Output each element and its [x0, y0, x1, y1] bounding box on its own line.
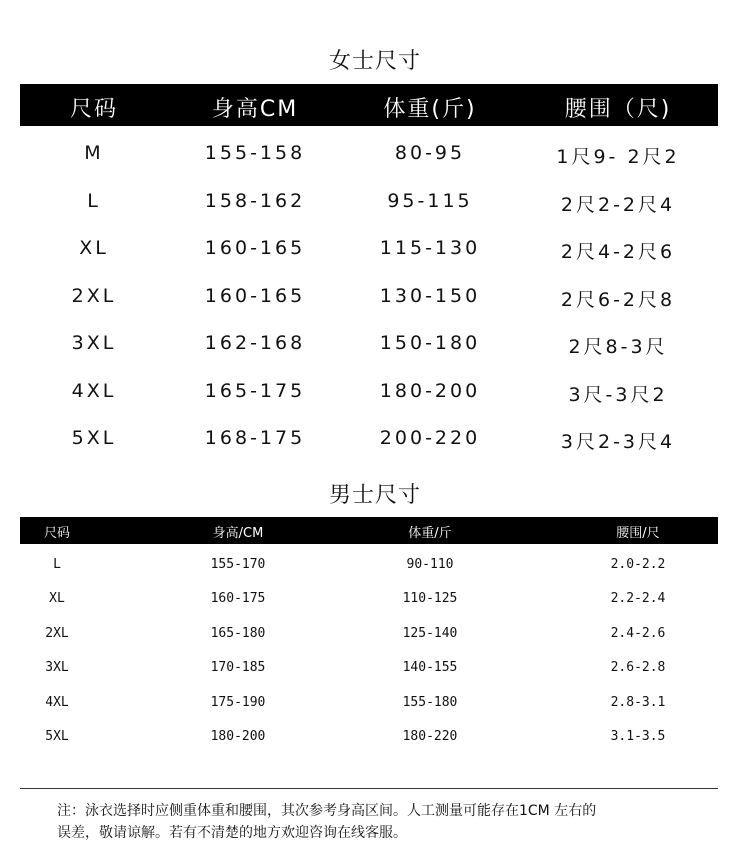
header-weight: 体重(斤) [383, 97, 477, 122]
cell-weight: 200-220 [379, 427, 481, 449]
cell-waist: 2尺2-2尺4 [560, 193, 676, 216]
cell-height: 162-168 [204, 332, 306, 354]
cell-size: XL [79, 237, 109, 259]
cell-height: 160-165 [204, 237, 306, 259]
cell-waist: 2.2-2.4 [610, 591, 666, 607]
table-row [20, 588, 718, 610]
header-height: 身高/CM [212, 526, 264, 541]
cell-size: 2XL [45, 625, 69, 641]
footnote-line-2: 误差，敬请谅解。若有不清楚的地方欢迎咨询在线客服。 [57, 825, 407, 841]
cell-size: 4XL [71, 379, 117, 402]
cell-weight: 180-200 [379, 379, 481, 402]
men-table-header [20, 517, 718, 544]
cell-weight: 140-155 [402, 660, 458, 676]
men-size-title: 男士尺寸 [328, 483, 421, 508]
cell-waist: 2尺8-3尺 [568, 336, 668, 358]
cell-height: 165-180 [210, 625, 266, 641]
cell-waist: 3.1-3.5 [610, 729, 666, 744]
cell-height: 155-170 [210, 557, 266, 572]
cell-waist: 2.6-2.8 [610, 660, 666, 676]
cell-size: M [84, 142, 104, 164]
cell-weight: 95-115 [387, 189, 473, 212]
header-size: 尺码 [43, 526, 71, 541]
cell-waist: 2.0-2.2 [610, 557, 666, 572]
cell-height: 160-175 [210, 591, 266, 607]
cell-waist: 2尺6-2尺8 [560, 288, 676, 311]
cell-weight: 150-180 [379, 332, 481, 354]
cell-height: 175-190 [210, 694, 266, 710]
cell-size: 3XL [71, 332, 117, 354]
cell-waist: 2尺4-2尺6 [560, 241, 676, 263]
cell-height: 158-162 [204, 189, 306, 212]
women-size-title: 女士尺寸 [328, 49, 421, 74]
cell-weight: 155-180 [402, 694, 458, 710]
table-row [20, 138, 718, 168]
table-row [20, 657, 718, 679]
footnote [57, 800, 707, 844]
cell-size: 5XL [71, 427, 117, 449]
cell-size: 4XL [45, 694, 69, 710]
header-height: 身高CM [211, 97, 299, 122]
table-row [20, 233, 718, 263]
cell-height: 165-175 [204, 379, 306, 402]
cell-size: 5XL [45, 729, 69, 744]
cell-size: 3XL [45, 660, 69, 676]
cell-height: 168-175 [204, 427, 306, 449]
table-row [20, 376, 718, 406]
cell-waist: 3尺-3尺2 [568, 383, 668, 406]
cell-height: 180-200 [210, 729, 266, 744]
divider [20, 788, 718, 789]
cell-weight: 80-95 [394, 142, 466, 164]
table-row [20, 328, 718, 358]
table-row [20, 554, 718, 576]
header-waist: 腰围（尺) [564, 97, 672, 122]
cell-waist: 1尺9- 2尺2 [556, 146, 680, 168]
cell-size: XL [49, 591, 65, 607]
cell-weight: 180-220 [402, 729, 458, 744]
cell-weight: 115-130 [379, 237, 481, 259]
cell-weight: 90-110 [406, 557, 454, 572]
cell-waist: 2.8-3.1 [610, 694, 666, 710]
footnote-line-1: 注：泳衣选择时应侧重体重和腰围，其次参考身高区间。人工测量可能存在1CM 左右的 [57, 803, 597, 819]
cell-height: 160-165 [204, 284, 306, 307]
cell-weight: 130-150 [379, 284, 481, 307]
table-row [20, 186, 718, 216]
table-row [20, 726, 718, 748]
cell-height: 155-158 [204, 142, 306, 164]
header-weight: 体重/斤 [408, 526, 452, 541]
header-waist: 腰围/尺 [616, 526, 660, 541]
cell-weight: 110-125 [402, 591, 458, 607]
cell-size: 2XL [71, 284, 117, 307]
cell-waist: 2.4-2.6 [610, 625, 666, 641]
cell-waist: 3尺2-3尺4 [560, 431, 676, 453]
cell-weight: 125-140 [402, 625, 458, 641]
cell-height: 170-185 [210, 660, 266, 676]
table-row [20, 623, 718, 645]
table-row [20, 423, 718, 453]
women-table-header [20, 84, 718, 126]
table-row [20, 692, 718, 714]
cell-size: L [53, 557, 61, 572]
table-row [20, 281, 718, 311]
header-size: 尺码 [69, 97, 119, 122]
cell-size: L [87, 189, 101, 212]
